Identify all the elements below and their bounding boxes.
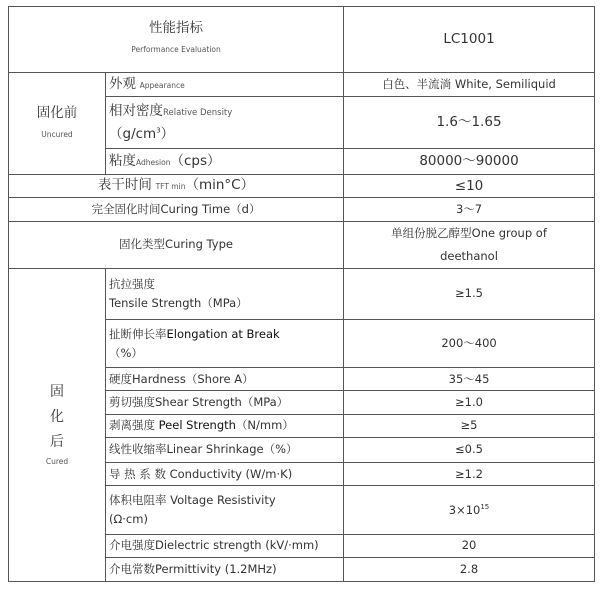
conductivity-value: ≥1.2 bbox=[344, 462, 595, 486]
density-label bbox=[106, 97, 344, 148]
shrinkage-label: 线性收缩率Linear Shrinkage（%） bbox=[106, 438, 344, 463]
shear-value: ≥1.0 bbox=[344, 390, 595, 414]
elongation-en: Elongation at Break bbox=[166, 326, 280, 341]
curing-type-value bbox=[344, 221, 595, 268]
hardness-value: 35～45 bbox=[344, 368, 595, 391]
tft-zh: 表干时间 bbox=[97, 177, 152, 194]
elongation-zh: 扯断伸长率 bbox=[109, 326, 167, 341]
elongation-unit: （%） bbox=[109, 345, 143, 360]
table-row bbox=[9, 175, 595, 198]
density-value: 1.6～1.65 bbox=[344, 97, 595, 148]
appearance-label bbox=[106, 72, 344, 97]
tft-label bbox=[9, 175, 344, 198]
header-label-en: Performance Evaluation bbox=[131, 45, 221, 55]
appearance-en: Appearance bbox=[139, 80, 185, 90]
hardness-label: 硬度Hardness（Shore A） bbox=[106, 368, 344, 391]
elongation-value: 200～400 bbox=[344, 320, 595, 368]
density-en: Relative Density bbox=[163, 107, 233, 118]
peel-zh: 剥离强度 bbox=[109, 418, 155, 433]
viscosity-value: 80000～90000 bbox=[344, 148, 595, 175]
appearance-value: 白色、半流淌 White, Semiliquid bbox=[344, 72, 595, 97]
peel-unit: （N/mm） bbox=[235, 418, 294, 433]
dielectric-label: 介电强度Dielectric strength (kV/·mm) bbox=[106, 534, 344, 558]
shear-label: 剪切强度Shear Strength（MPa） bbox=[106, 390, 344, 414]
conductivity-label: 导 热 系 数 Conductivity (W/m·K) bbox=[106, 462, 344, 486]
peel-en: Peel Strength bbox=[158, 418, 236, 433]
cured-group-char: 固 bbox=[50, 384, 64, 401]
tft-unit: （min°C） bbox=[185, 177, 255, 194]
table-row bbox=[9, 221, 595, 268]
resistivity-value: $3\times 10^{15}$ bbox=[344, 486, 595, 534]
cured-group-en: Cured bbox=[45, 457, 69, 467]
shrinkage-value: ≤0.5 bbox=[344, 438, 595, 463]
curing-type-value-line1: 单组份脱乙醇型One group of bbox=[391, 225, 547, 240]
header-label-cell bbox=[9, 7, 344, 73]
dielectric-value: 20 bbox=[344, 534, 595, 558]
resistivity-line1: 体积电阻率 Voltage Resistivity bbox=[109, 493, 276, 508]
header-label-zh: 性能指标 bbox=[149, 20, 203, 37]
header-row bbox=[9, 7, 595, 73]
uncured-group-en: Uncured bbox=[41, 129, 73, 139]
cured-group-char: 后 bbox=[50, 434, 64, 451]
tensile-zh: 抗拉强度 bbox=[109, 276, 155, 291]
header-product: LC1001 bbox=[344, 7, 595, 73]
density-unit: $(g/cm^3)$ bbox=[109, 125, 175, 142]
spec-table bbox=[8, 6, 595, 582]
resistivity-label bbox=[106, 486, 344, 534]
permittivity-label: 介电常数Permittivity (1.2MHz) bbox=[106, 558, 344, 582]
table-row bbox=[9, 72, 595, 97]
table-row bbox=[9, 197, 595, 221]
cured-group-cell bbox=[9, 268, 106, 581]
tft-en: TFT min bbox=[155, 182, 186, 192]
peel-label bbox=[106, 414, 344, 438]
permittivity-value: 2.8 bbox=[344, 558, 595, 582]
curing-time-label: 完全固化时间Curing Time（d） bbox=[9, 197, 344, 221]
curing-type-value-line2: deethanol bbox=[440, 248, 498, 263]
curing-type-label: 固化类型Curing Type bbox=[9, 221, 344, 268]
viscosity-en: Adhesion bbox=[136, 157, 171, 167]
tft-value: ≤10 bbox=[344, 175, 595, 198]
viscosity-label bbox=[106, 148, 344, 175]
density-zh: 相对密度 bbox=[109, 102, 163, 119]
tensile-value: ≥1.5 bbox=[344, 268, 595, 319]
cured-group-char: 化 bbox=[50, 409, 64, 426]
tensile-en: Tensile Strength（MPa） bbox=[109, 295, 248, 310]
viscosity-zh: 粘度 bbox=[109, 152, 136, 169]
peel-value: ≥5 bbox=[344, 414, 595, 438]
resistivity-unit: (Ω·cm) bbox=[109, 512, 148, 527]
elongation-label bbox=[106, 320, 344, 368]
table-row bbox=[9, 268, 595, 319]
curing-time-value: 3～7 bbox=[344, 197, 595, 221]
appearance-zh: 外观 bbox=[109, 75, 136, 92]
uncured-group-cell bbox=[9, 72, 106, 175]
viscosity-unit: （cps） bbox=[170, 152, 221, 169]
tensile-label bbox=[106, 268, 344, 319]
uncured-group-zh: 固化前 bbox=[36, 104, 78, 121]
